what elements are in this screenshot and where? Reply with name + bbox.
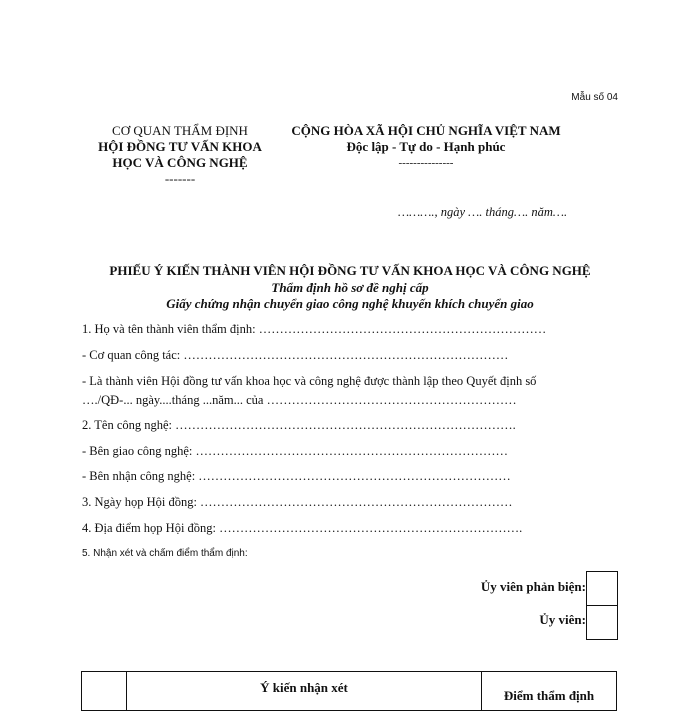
field-transferee[interactable]: - Bên nhận công nghệ: ………………………………………………………………… [82, 469, 511, 483]
field-transferor[interactable]: - Bên giao công nghệ: ………………………………………………………………… [82, 444, 509, 458]
form-title-line-3: Giấy chứng nhận chuyển giao công nghệ khuyến khích chuyển giao [166, 296, 534, 311]
reviewer-checkbox[interactable] [586, 571, 618, 606]
agency-line-1: CƠ QUAN THẨM ĐỊNH [112, 123, 248, 138]
table-header-comments-cell [127, 672, 482, 711]
field-member-decision-2[interactable]: …./QĐ-... ngày....tháng ...năm... của …………………………………………………… [82, 393, 517, 407]
member-checkbox[interactable] [586, 605, 618, 640]
field-meeting-place[interactable]: 4. Địa điểm họp Hội đồng: ………………………………………………………………. [82, 521, 523, 535]
table-header-row [82, 672, 617, 711]
nation-header [266, 123, 586, 171]
form-title-line-1: PHIẾU Ý KIẾN THÀNH VIÊN HỘI ĐỒNG TƯ VẤN KHOA HỌC VÀ CÔNG NGHỆ [109, 263, 591, 278]
table-header-score-cell [482, 672, 617, 711]
nation-underline: --------------- [398, 157, 454, 169]
field-member-name[interactable]: 1. Họ và tên thành viên thẩm định: …………………………………………………………… [82, 322, 547, 336]
table-header-index-cell [82, 672, 127, 711]
date-line: ………., ngày …. tháng…. năm…. [398, 205, 568, 219]
field-technology-name[interactable]: 2. Tên công nghệ: ………………………………………………………………………. [82, 418, 516, 432]
field-work-agency[interactable]: - Cơ quan công tác: …………………………………………………………………… [82, 348, 509, 362]
comments-heading: 5. Nhận xét và chấm điểm thẩm định: [82, 548, 248, 559]
nation-motto: Độc lập - Tự do - Hạnh phúc [346, 139, 506, 154]
agency-line-3: HỌC VÀ CÔNG NGHỆ [112, 155, 248, 170]
nation-title: CỘNG HÒA XÃ HỘI CHỦ NGHĨA VIỆT NAM [291, 123, 561, 138]
field-meeting-date[interactable]: 3. Ngày họp Hội đồng: ………………………………………………………………… [82, 495, 513, 509]
reviewer-label: Ủy viên phản biện: [480, 579, 586, 594]
table-header-score: Điểm thẩm định [503, 688, 595, 703]
member-label: Ủy viên: [539, 612, 586, 627]
form-title-line-2: Thẩm định hồ sơ đề nghị cấp [271, 279, 429, 295]
table-header-comments: Ý kiến nhận xét [260, 680, 348, 695]
agency-header [70, 123, 290, 187]
form-code: Mẫu số 04 [571, 92, 618, 103]
evaluation-table [81, 671, 617, 711]
agency-line-2: HỘI ĐỒNG TƯ VẤN KHOA [98, 139, 262, 154]
agency-underline: ------- [164, 171, 196, 186]
form-title [40, 263, 660, 313]
field-member-decision-1[interactable]: - Là thành viên Hội đồng tư vấn khoa học và công nghệ được thành lập theo Quyết định số [82, 374, 537, 388]
